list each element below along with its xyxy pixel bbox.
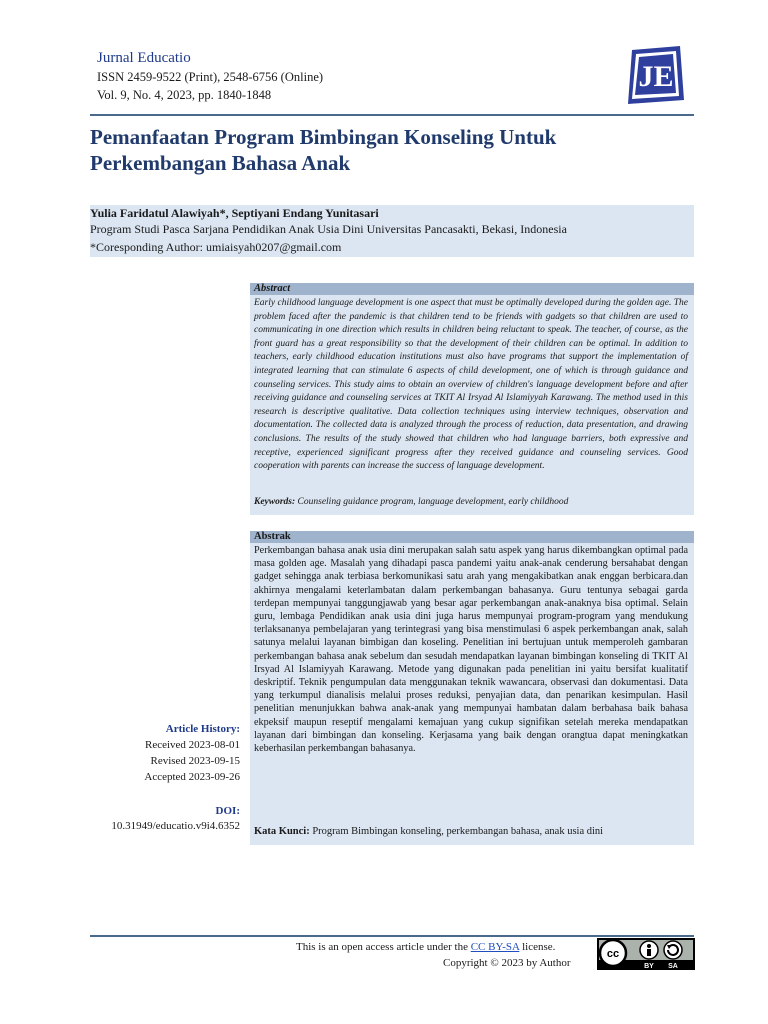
journal-logo — [624, 44, 688, 106]
sa-label: SA — [668, 963, 678, 970]
header-divider — [90, 114, 694, 116]
abstract-header-bar — [250, 283, 694, 295]
accepted-date: Accepted 2023-09-26 — [144, 771, 240, 783]
abstract-label: Abstract — [254, 283, 291, 294]
received-date: Received 2023-08-01 — [145, 739, 240, 751]
revised-date: Revised 2023-09-15 — [150, 755, 240, 767]
keywords-label: Keywords: — [254, 497, 296, 507]
by-label: BY — [644, 963, 654, 970]
abstrak-label: Abstrak — [254, 531, 291, 542]
kata-kunci-label: Kata Kunci: — [254, 826, 310, 837]
license-prefix: This is an open access article under the — [296, 941, 471, 953]
corresponding-author: *Coresponding Author: umiaisyah0207@gmail.com — [90, 240, 342, 254]
volume-line: Vol. 9, No. 4, 2023, pp. 1840-1848 — [97, 88, 272, 102]
title-line-2: Perkembangan Bahasa Anak — [90, 151, 351, 175]
abstrak-text: Perkembangan bahasa anak usia dini merupakan salah satu aspek yang harus dikembangkan optimal pada masa golden age. Masalah yang dihadapi pasca pandemi yaitu anak-anak cenderung bersahabat dengan gadget sehingga anak terbiasa berkomunikasi satu arah yang mengakibatkan anak enggan berbicara.dan akhirnya mengalami keterlambatan dalam perkembangan bahasanya. Guru tentunya sebagai garda terdepan mempunyai tanggungjawab yang besar agar perkembangan anak-anaknya bisa optimal. Selain guru, lembaga Pendidikan anak usia dini juga harus mempunyai program-program yang mendukung terlaksananya pembelajaran yang terintegrasi yang bisa menstimulasi 6 aspek perkembangan anak, salah satunya melalui layanan bimbigan dan koseling. Penelitian ini bertujuan untuk memperoleh gambaran perkembangan bahasa anak sebelum dan sesudah mendapatkan layanan bimbingan konseling di TKIT Al Irsyad Al Islamiyyah Karawang. Metode yang digunakan pada penelitian ini yaitu bersifat kualitatif deskriptif. Teknik pengumpulan data menggunakan teknik wawancara, observasi dan dokumentasi. Data yang terkumpul dianalisis melalui proses reduksi, penyajian data, dan penarikan kesimpulan. Hasil penelitian menunjukkan bahwa anak-anak yang mempunyai hambatan dalam berbahasa baik bahasa ekpeksif maupun reseptif mengalami kemajuan yang cukup signifikan setelah mereka mendapatkan layanan dari bimbingan dan konseling. Kerjasama yang baik dengan orangtua dapat meningkatkan keberhasilan perkembangan bahasanya. — [254, 545, 688, 755]
abstrak-keywords — [254, 826, 688, 837]
cc-icon-text: cc — [606, 948, 620, 960]
article-title — [90, 124, 680, 176]
abstrak-header-bar — [250, 531, 694, 543]
cc-by-sa-badge[interactable] — [597, 938, 695, 970]
license-statement — [296, 941, 555, 953]
footer-divider — [90, 935, 694, 937]
author-names: Yulia Faridatul Alawiyah*, Septiyani Endang Yunitasari — [90, 206, 379, 220]
sa-share-icon — [664, 941, 682, 959]
article-history-label: Article History: — [165, 723, 240, 735]
title-line-1: Pemanfaatan Program Bimbingan Konseling Untuk — [90, 125, 557, 149]
kata-kunci-value: Program Bimbingan konseling, perkembangan bahasa, anak usia dini — [312, 826, 604, 837]
issn-line: ISSN 2459-9522 (Print), 2548-6756 (Online) — [97, 70, 324, 84]
abstract-text: Early childhood language development is one aspect that must be optimally developed during the golden age. The problem faced after the pandemic is that children tend to be friends with gadgets so that children are used to communicating in one direction which results in children being reluctant to speak. The teacher, of course, as the front guard has a great responsibility so that the development of their children can be optimal. In addition to teachers, early childhood education institutions must also have programs that support the implementation of integrated learning that can stimulate 6 aspects of child development, one of which is through guidance and counseling services. This study aims to obtain an overview of children's language development before and after receiving guidance and counseling services at TKIT Al Irsyad Al Islamiyyah Karawang. The method used in this research is descriptive qualitative. Data collection techniques using interview techniques, observation and documentation. The collected data is analyzed through the process of reduction, data presentation, and drawing conclusions. The results of the study showed that children who had language barriers, both expressive and receptive, experienced significant progress after they received guidance and counseling services. Good cooperation with parents can increase the success of language development. — [254, 298, 689, 472]
journal-name: Jurnal Educatio — [97, 50, 191, 66]
license-suffix: license. — [519, 941, 556, 953]
copyright: Copyright © 2023 by Author — [443, 957, 571, 969]
doi-value[interactable]: 10.31949/educatio.v9i4.6352 — [111, 820, 240, 832]
doi-label: DOI: — [215, 805, 240, 817]
author-affiliation: Program Studi Pasca Sarjana Pendidikan Anak Usia Dini Universitas Pancasakti, Bekasi, Indonesia — [90, 222, 567, 236]
license-link[interactable]: CC BY-SA — [470, 941, 520, 953]
keywords-value: Counseling guidance program, language development, early childhood — [297, 497, 569, 507]
logo-text: JE — [638, 60, 674, 93]
abstract-keywords — [254, 497, 688, 507]
